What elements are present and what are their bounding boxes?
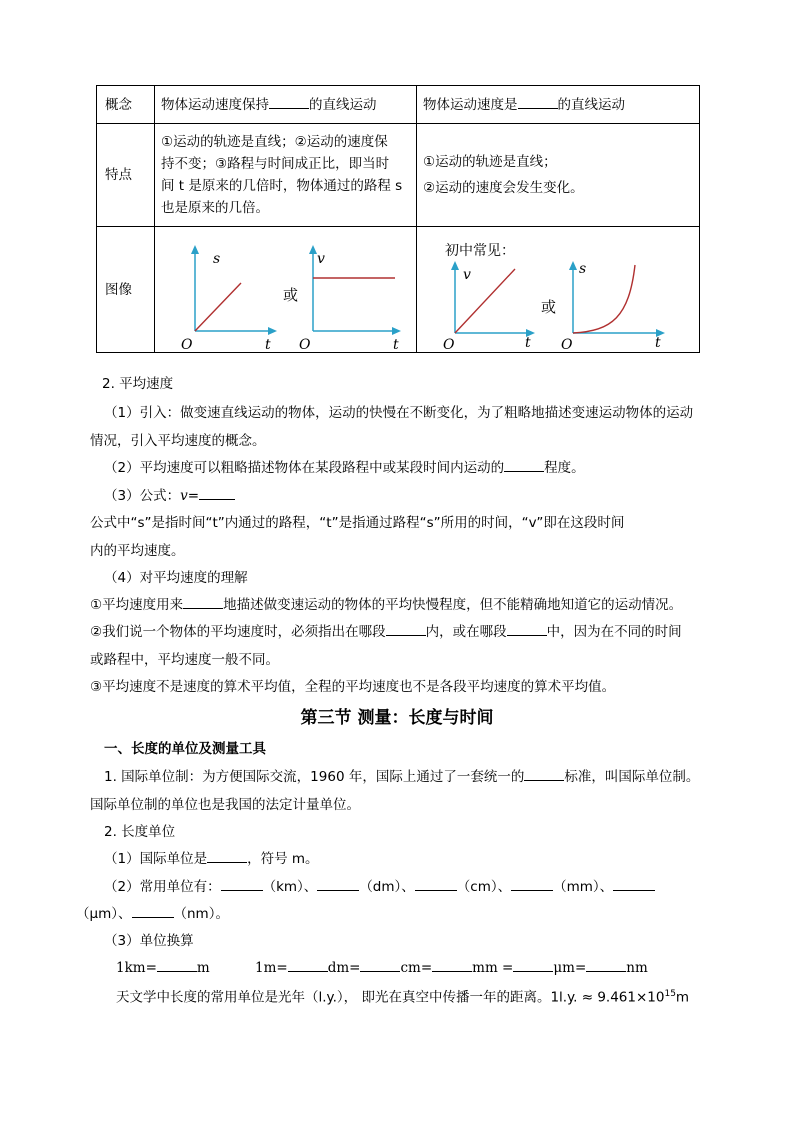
text: ②我们说一个物体的平均速度时，必须指出在哪段: [90, 624, 386, 640]
blank: [507, 635, 547, 636]
text: 天文学中长度的常用单位是光年（l.y.）， 即光在真空中传播一年的距离。1l.y. ≈ 9.461×10: [116, 989, 665, 1006]
blank: [415, 890, 457, 891]
uniform-features-cell: [155, 124, 417, 227]
blank: [269, 108, 309, 109]
origin-label: O: [299, 337, 311, 353]
y-axis-arrow: [309, 245, 317, 254]
variable-concept-pre: 物体运动速度是: [423, 96, 518, 113]
text: nm: [626, 960, 648, 976]
blank: [157, 971, 197, 972]
paragraph: [90, 595, 682, 615]
text: cm=: [400, 960, 433, 976]
text: ，符号 m。: [247, 851, 319, 867]
text: mm =: [472, 960, 514, 976]
variable-features-cell: [417, 124, 700, 227]
paragraph: 情况，引入平均速度的概念。: [90, 433, 266, 449]
uniform-graphs-cell: [155, 227, 417, 353]
origin-label: O: [561, 337, 573, 353]
unit: （cm）、: [456, 879, 512, 895]
unit: （km）、: [262, 879, 318, 895]
axis-label-x: t: [393, 337, 399, 353]
text: （1）国际单位是: [104, 851, 208, 867]
axis-label-y: s: [213, 251, 221, 267]
text: 中，因为在不同的时间: [546, 624, 682, 640]
blank: [432, 971, 472, 972]
feature-line: ②运动的速度会发生变化。: [423, 180, 584, 196]
y-axis-arrow: [451, 261, 459, 270]
s-t-linear-graph: [173, 241, 283, 353]
text: m: [196, 960, 210, 976]
text: （3）公式：: [104, 488, 181, 504]
paragraph: 内的平均速度。: [90, 543, 185, 559]
paragraph: [116, 984, 689, 1008]
paragraph: [104, 458, 585, 478]
axis-label-y: s: [579, 261, 587, 277]
text: 标准，叫国际单位制。: [564, 769, 700, 785]
blank: [360, 971, 400, 972]
exponent: 15: [664, 989, 676, 999]
feature-line: 持不变；③路程与时间成正比，即当时: [161, 156, 390, 172]
blank: [513, 971, 553, 972]
blank: [317, 890, 359, 891]
uniform-concept-cell: [155, 86, 417, 124]
x-axis-arrow: [268, 327, 277, 335]
blank: [199, 499, 235, 500]
formula-line: [104, 486, 235, 506]
text: 1km=: [116, 960, 157, 976]
blank: [613, 890, 655, 891]
blank: [518, 108, 558, 109]
section-heading: 第三节 测量：长度与时间: [300, 708, 494, 728]
speed-symbol: v: [180, 488, 188, 504]
blank: [183, 608, 223, 609]
text: （2）常用单位有：: [104, 879, 221, 895]
paragraph: 国际单位制的单位也是我国的法定计量单位。: [90, 797, 360, 813]
variable-concept-cell: [417, 86, 700, 124]
blank: [207, 862, 247, 863]
x-axis-arrow: [392, 327, 401, 335]
unit: （dm）、: [359, 879, 415, 895]
conversion-km: [116, 958, 210, 978]
unit: （nm）。: [173, 906, 229, 922]
paragraph: [90, 622, 682, 642]
paragraph: 或路程中，平均速度一般不同。: [90, 652, 279, 668]
variable-concept-post: 的直线运动: [557, 96, 625, 113]
row-label-graph: 图像: [97, 227, 155, 353]
paragraph: [76, 904, 229, 924]
paragraph: 2. 长度单位: [104, 824, 176, 840]
text: 1. 国际单位制：为方便国际交流，1960 年，国际上通过了一套统一的: [104, 769, 525, 785]
paragraph: [104, 767, 699, 787]
origin-label: O: [443, 337, 455, 353]
blank: [586, 971, 626, 972]
v-t-constant-graph: [295, 241, 415, 353]
paragraph: ③平均速度不是速度的算术平均值，全程的平均速度也不是各段平均速度的算术平均值。: [90, 679, 616, 695]
paragraph: [104, 877, 655, 897]
y-axis-arrow: [191, 245, 199, 254]
blank: [504, 471, 544, 472]
feature-line: ①运动的轨迹是直线；②运动的速度保: [161, 134, 388, 150]
paragraph: （4）对平均速度的理解: [104, 570, 248, 586]
or-text: 或: [283, 286, 299, 304]
or-text: 或: [541, 298, 557, 316]
conversion-m: [255, 958, 648, 978]
text: 内，或在哪段: [425, 624, 507, 640]
text: 1m=: [255, 960, 288, 976]
paragraph: （1）引入：做变速直线运动的物体，运动的快慢在不断变化，为了粗略地描述变速运动物体的运动: [104, 405, 694, 421]
row-label-concept: 概念: [97, 86, 155, 124]
v-t-accelerating-graph: [439, 257, 549, 353]
axis-label-x: t: [265, 337, 271, 353]
row-label-features: 特点: [97, 124, 155, 227]
avg-speed-title: 2. 平均速度: [102, 376, 174, 392]
blank: [288, 971, 328, 972]
text: =: [187, 488, 200, 504]
uniform-concept-pre: 物体运动速度保持: [161, 96, 269, 113]
s-t-line: [195, 283, 241, 331]
y-axis-arrow: [569, 261, 577, 270]
blank: [132, 917, 174, 918]
paragraph: （3）单位换算: [104, 933, 194, 949]
text: μm=: [553, 960, 587, 976]
uniform-concept-post: 的直线运动: [309, 96, 377, 113]
blank: [386, 635, 426, 636]
unit: （μm）、: [76, 906, 132, 922]
blank: [221, 890, 263, 891]
subsection-heading: 一、长度的单位及测量工具: [104, 741, 266, 757]
s-t-accelerating-graph: [557, 257, 682, 353]
feature-line: ①运动的轨迹是直线；: [423, 154, 557, 170]
axis-label-x: t: [655, 335, 661, 351]
paragraph: 公式中“s”是指时间“t”内通过的路程，“t”是指通过路程“s”所用的时间，“v”即在这段时间: [90, 515, 625, 531]
blank: [524, 780, 564, 781]
paragraph: [104, 849, 319, 869]
motion-comparison-table: [96, 85, 700, 353]
feature-line: 也是原来的几倍。: [161, 200, 269, 216]
text: 地描述做变速运动的物体的平均快慢程度，但不能精确地知道它的运动情况。: [223, 597, 683, 613]
feature-line: 间 t 是原来的几倍时，物体通过的路程 s: [161, 178, 403, 194]
unit: （mm）、: [553, 879, 614, 895]
axis-label-x: t: [525, 335, 531, 351]
common-in-junior-high-title: 初中常见：: [445, 243, 515, 259]
text: dm=: [327, 960, 361, 976]
text: （2）平均速度可以粗略描述物体在某段路程中或某段时间内运动的: [104, 460, 505, 476]
axis-label-y: v: [317, 251, 325, 267]
origin-label: O: [181, 337, 193, 353]
blank: [511, 890, 553, 891]
axis-label-y: v: [463, 267, 471, 283]
variable-graphs-cell: [417, 227, 700, 353]
text: m: [675, 989, 690, 1006]
text: ①平均速度用来: [90, 597, 184, 613]
text: 程度。: [544, 460, 585, 476]
